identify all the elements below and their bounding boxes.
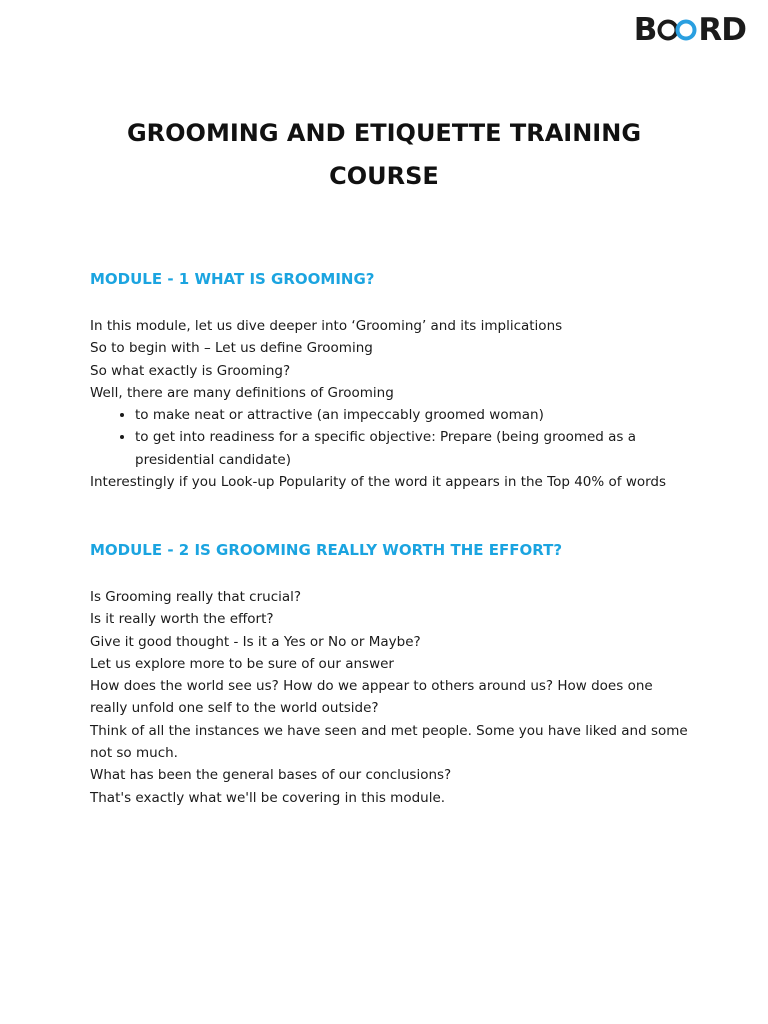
paragraph-line: So to begin with – Let us define Grooming (90, 340, 373, 357)
page-title: GROOMING AND ETIQUETTE TRAINING COURSE (126, 119, 642, 190)
list-item: • to make neat or attractive (an impeccably groomed woman) (135, 404, 690, 426)
paragraph-line: Well, there are many definitions of Grooming (90, 384, 394, 401)
paragraph-line: Is Grooming really that crucial? (90, 589, 302, 605)
paragraph-line: In this module, let us dive deeper into ‘Grooming’ and its implications (90, 318, 563, 334)
module-2-heading: MODULE - 2 IS GROOMING REALLY WORTH THE EFFORT? (90, 541, 563, 559)
paragraph-line: That's exactly what we'll be covering in this module. (90, 789, 446, 806)
paragraph-line: How does the world see us? How do we appear to others around us? How does one really unfold one self to the world outside? (90, 678, 653, 717)
module-2-body (90, 586, 690, 809)
module-1-body (90, 315, 690, 493)
paragraph-line: What has been the general bases of our conclusions? (90, 767, 452, 784)
paragraph-line: Is it really worth the effort? (90, 611, 274, 628)
definition-list (90, 404, 690, 471)
paragraph-line: Let us explore more to be sure of our answer (90, 655, 394, 672)
paragraph-line: Give it good thought - Is it a Yes or No or Maybe? (90, 633, 421, 650)
paragraph-line: Interestingly if you Look-up Popularity of the word it appears in the Top 40% of words (90, 474, 667, 491)
infinity-loop-icon (657, 17, 697, 43)
logo-letters-rd: RD (698, 12, 746, 48)
paragraph-line: So what exactly is Grooming? (90, 362, 291, 379)
brand-logo (634, 12, 746, 48)
logo-letter-b: B (633, 12, 657, 48)
list-item: • to get into readiness for a specific objective: Prepare (being groomed as a presidential candidate) (135, 426, 690, 471)
paragraph-line: Think of all the instances we have seen and met people. Some you have liked and some not so much. (90, 722, 688, 762)
module-1-heading: MODULE - 1 WHAT IS GROOMING? (90, 270, 375, 288)
